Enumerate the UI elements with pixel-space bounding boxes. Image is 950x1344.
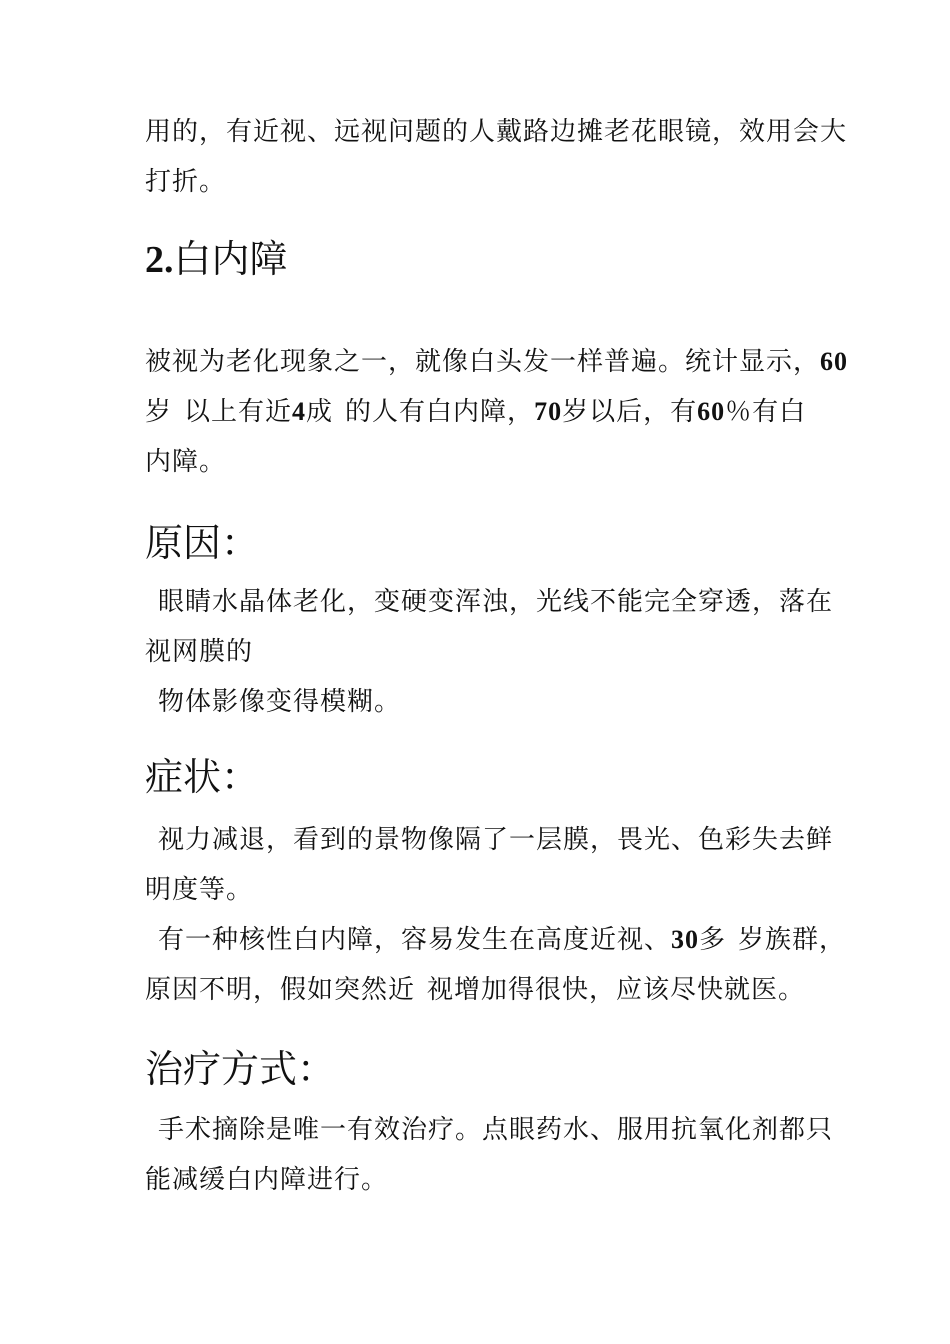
section-title: 白内障 <box>173 237 288 281</box>
symptoms-text: 视增加得很快，应该尽快就医。 <box>427 975 806 1005</box>
symptoms-number: 30 <box>671 925 700 954</box>
cause-line-2: 视网膜的 <box>145 637 254 667</box>
overview-number: 70 <box>534 397 563 426</box>
symptoms-text: 原因不明，假如突然近 <box>145 975 416 1005</box>
treatment-line-1: 手术摘除是唯一有效治疗。点眼药水、服用抗氧化剂都只 <box>158 1115 834 1145</box>
overview-text: 以上有近 <box>184 397 293 427</box>
section-number: 2. <box>145 239 174 281</box>
symptoms-text: 岁族群， <box>738 925 847 955</box>
intro-line-1: 用的，有近视、远视问题的人戴路边摊老花眼镜，效用会大 <box>145 117 848 147</box>
symptoms-text: 有一种核性白内障，容易发生在高度近视、 <box>158 925 672 955</box>
overview-text: 岁以后，有 <box>562 397 698 427</box>
overview-text: 成 <box>306 397 334 427</box>
treatment-heading: 治疗方式： <box>145 1047 336 1091</box>
treatment-line-2: 能减缓白内障进行。 <box>145 1165 389 1195</box>
symptoms-heading: 症状： <box>145 755 260 799</box>
overview-line-3: 内障。 <box>145 447 227 477</box>
overview-line-1 <box>145 346 848 378</box>
overview-number: 4 <box>292 397 307 426</box>
overview-text: 的人有白内障， <box>345 397 535 427</box>
section-heading <box>145 236 288 283</box>
overview-number: 60 <box>697 397 726 426</box>
overview-text: 岁 <box>145 397 173 427</box>
symptoms-line-4 <box>145 974 805 1006</box>
symptoms-line-1: 视力减退，看到的景物像隔了一层膜，畏光、色彩失去鲜 <box>158 825 834 855</box>
overview-text: ％有白 <box>725 397 807 427</box>
overview-line-2 <box>145 396 806 428</box>
intro-line-2: 打折。 <box>145 167 227 197</box>
overview-number: 60 <box>820 347 849 376</box>
cause-heading: 原因： <box>145 521 260 565</box>
cause-line-1: 眼睛水晶体老化，变硬变浑浊，光线不能完全穿透，落在 <box>158 587 834 617</box>
symptoms-line-2: 明度等。 <box>145 875 254 905</box>
symptoms-line-3 <box>158 924 846 956</box>
overview-text: 被视为老化现象之一，就像白头发一样普遍。统计显示， <box>145 347 821 377</box>
cause-line-3: 物体影像变得模糊。 <box>158 687 402 717</box>
symptoms-text: 多 <box>699 925 727 955</box>
